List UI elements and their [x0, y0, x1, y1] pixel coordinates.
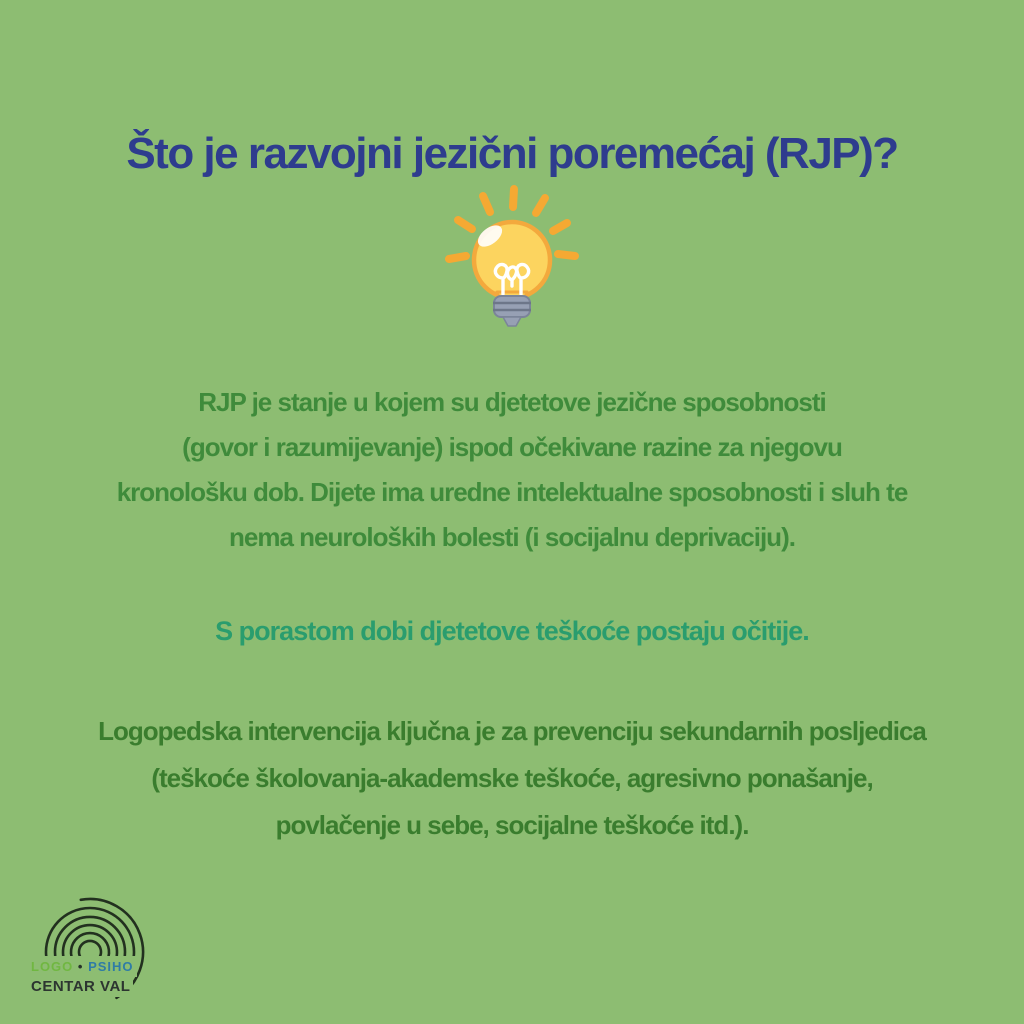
lightbulb-icon	[427, 182, 597, 342]
highlight-sentence: S porastom dobi djetetove teškoće postaju očitije.	[215, 616, 809, 646]
paragraph-intervention	[0, 708, 1024, 849]
logo-line2: CENTAR VAL	[28, 977, 133, 997]
logo-word-psiho: PSIHO	[88, 959, 134, 974]
paragraph-intervention-line: (teškoće školovanja-akademske teškoće, agresivno ponašanje,	[151, 763, 873, 793]
paragraph-intervention-line: povlačenje u sebe, socijalne teškoće itd.).	[275, 810, 749, 840]
centar-val-logo	[26, 896, 158, 1018]
paragraph-definition-line: (govor i razumijevanje) ispod očekivane razine za njegovu	[182, 432, 842, 462]
paragraph-definition	[0, 380, 1024, 560]
page-title: Što je razvojni jezični poremećaj (RJP)?	[126, 129, 898, 179]
paragraph-definition-line: RJP je stanje u kojem su djetetove jezične sposobnosti	[198, 387, 826, 417]
lightbulb-icon-svg	[427, 182, 597, 342]
logo-separator-dot: •	[77, 959, 84, 974]
logo-line1	[28, 956, 137, 977]
logo-text	[28, 956, 137, 997]
logo-word-logo: LOGO	[31, 959, 74, 974]
paragraph-definition-line: nema neuroloških bolesti (i socijalnu deprivaciju).	[229, 522, 795, 552]
paragraph-intervention-line: Logopedska intervencija ključna je za prevenciju sekundarnih posljedica	[98, 716, 926, 746]
paragraph-definition-line: kronološku dob. Dijete ima uredne intelektualne sposobnosti i sluh te	[116, 477, 908, 507]
